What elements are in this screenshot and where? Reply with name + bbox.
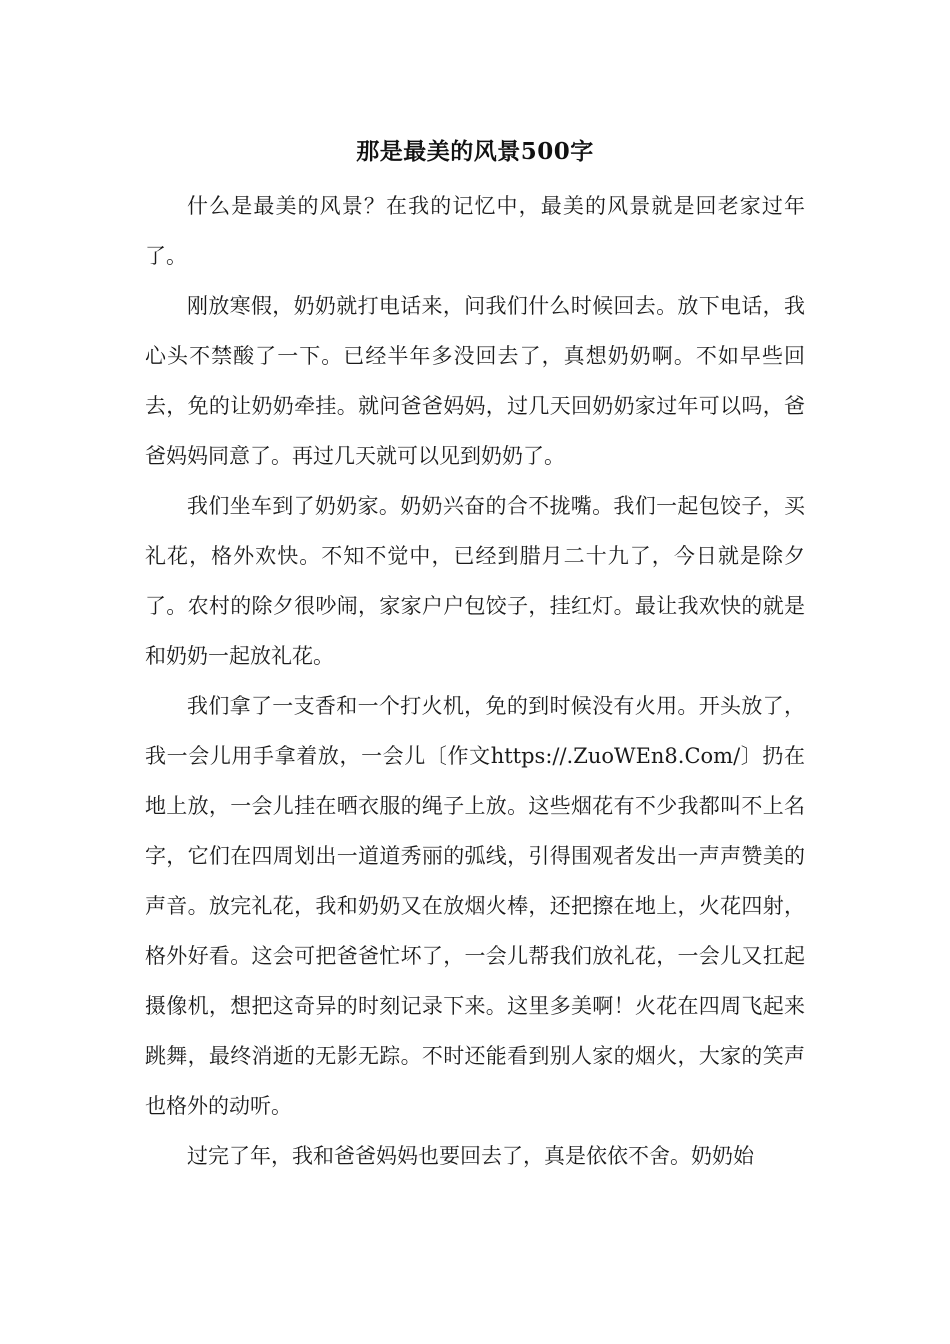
paragraph-3: 我们坐车到了奶奶家。奶奶兴奋的合不拢嘴。我们一起包饺子，买礼花，格外欢快。不知不觉中，已经到腊月二十九了，今日就是除夕了。农村的除夕很吵闹，家家户户包饺子，挂红灯。最让我欢快的就是和奶奶一起放礼花。 xyxy=(145,494,805,668)
paragraph-1: 什么是最美的风景？在我的记忆中，最美的风景就是回老家过年了。 xyxy=(145,194,805,268)
document-title: 那是最美的风景500字 xyxy=(356,138,594,165)
paragraph-4: 我们拿了一支香和一个打火机，免的到时候没有火用。开头放了，我一会儿用手拿着放，一会儿〔作文https://.ZuoWEn8.Com/〕扔在地上放，一会儿挂在晒衣服的绳子上放。这些烟花有不少我都叫不上名字，它们在四周划出一道道秀丽的弧线，引得围观者发出一声声赞美的声音。放完礼花，我和奶奶又在放烟火棒，还把擦在地上，火花四射，格外好看。这会可把爸爸忙坏了，一会儿帮我们放礼花，一会儿又扛起摄像机，想把这奇异的时刻记录下来。这里多美啊！火花在四周飞起来跳舞，最终消逝的无影无踪。不时还能看到别人家的烟火，大家的笑声也格外的动听。 xyxy=(145,694,805,1118)
document-body xyxy=(145,181,805,1181)
paragraph-2: 刚放寒假，奶奶就打电话来，问我们什么时候回去。放下电话，我心头不禁酸了一下。已经半年多没回去了，真想奶奶啊。不如早些回去，免的让奶奶牵挂。就问爸爸妈妈，过几天回奶奶家过年可以吗，爸爸妈妈同意了。再过几天就可以见到奶奶了。 xyxy=(145,294,805,468)
paragraph-5: 过完了年，我和爸爸妈妈也要回去了，真是依依不舍。奶奶始 xyxy=(187,1144,754,1168)
